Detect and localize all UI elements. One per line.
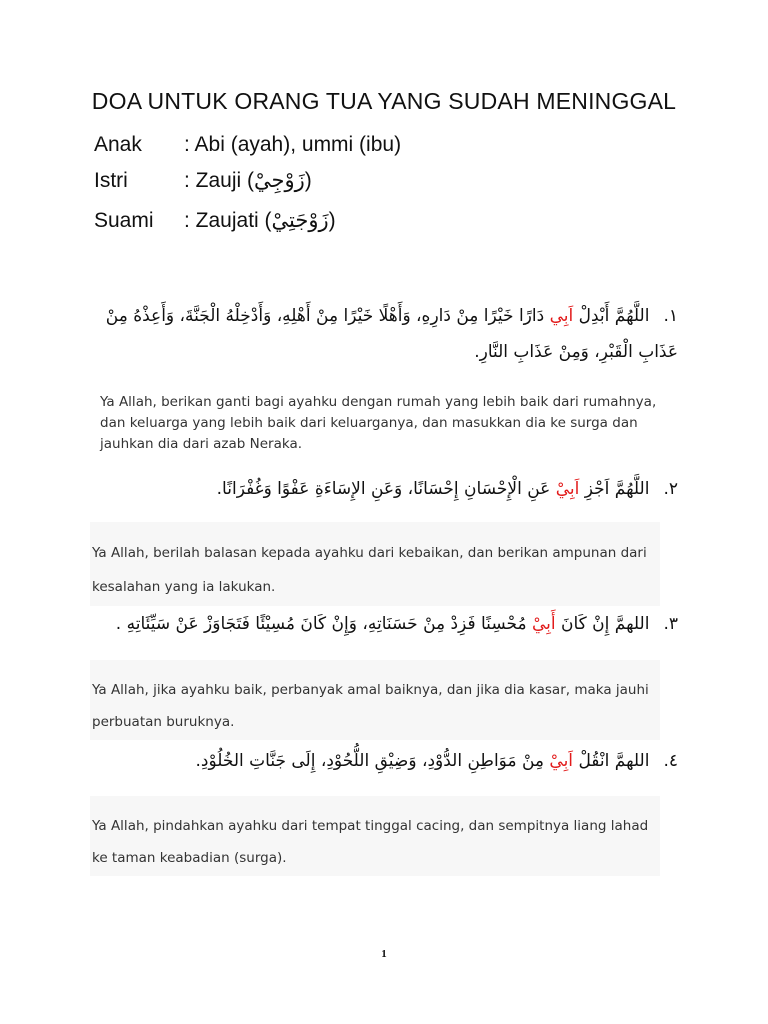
page-number: 1 [381,948,387,960]
info-label: Suami [94,209,154,232]
info-value: : Abi (ayah), ummi (ibu) [184,133,402,156]
prayer-number: ٢. [663,479,678,499]
info-row-istri [94,168,312,193]
arabic-text: دَارًا خَيْرًا مِنْ دَارِهِ، وَأَهْلًا خَيْرًا مِنْ أَهْلِهِ، وَأَدْخِلْهُ الْجَنَّةَ، وَأَعِذْهُ مِنْ عَذَابِ الْقَبْرِ، وَمِنْ عَذَابِ النَّارِ. [105,306,678,362]
arabic-text: مِنْ مَوَاطِنِ الدُّوْدِ، وَضِيْقِ اللُّحُوْدِ، إِلَى جَنَّاتِ الخُلُوْدِ. [195,751,544,771]
prayer-translation-4: Ya Allah, pindahkan ayahku dari tempat tinggal cacing, dan sempitnya liang lahad ke taman keabadian (surga). [90,796,660,876]
arabic-highlight-abi: أَبِيْ [531,614,556,634]
prayer-arabic-2 [92,471,678,507]
prayer-number: ٤. [663,751,678,771]
arabic-text: اللهمَّ إِنْ كَانَ [561,614,650,634]
arabic-text: اللهمَّ انْقُلْ [578,751,650,771]
info-value: : Zaujati (زَوْجَتِيْ) [184,209,336,232]
info-value: : Zauji (زَوْجِيْ) [184,169,312,192]
arabic-highlight-abi: اَبِيْ [549,751,574,771]
arabic-highlight-abi: اَبِيْ [555,479,580,499]
prayer-number: ٣. [663,614,678,634]
prayer-arabic-4 [92,743,678,779]
prayer-translation-2: Ya Allah, berilah balasan kepada ayahku dari kebaikan, dan berikan ampunan dari kesalahan yang ia lakukan. [90,522,660,606]
arabic-text: اللَّهُمَّ أَبْدِلْ [578,306,650,326]
arabic-text: اللَّهُمَّ اَجْزِ [584,479,650,499]
document-title: DOA UNTUK ORANG TUA YANG SUDAH MENINGGAL [91,88,677,114]
info-row-anak [94,133,401,157]
prayer-translation-1: Ya Allah, berikan ganti bagi ayahku dengan rumah yang lebih baik dari rumahnya, dan keluarga yang lebih baik dari keluarganya, dan masukkan dia ke surga dan jauhkan dia dari azab Neraka. [100,394,657,452]
prayer-arabic-1 [92,298,678,370]
arabic-text: عَنِ الْإِحْسَانِ إِحْسَانًا، وَعَنِ الإِسَاءَةِ عَفْوًا وَغُفْرَانًا. [216,479,551,499]
arabic-text: مُحْسِنًا فَزِدْ مِنْ حَسَنَاتِهِ، وَإِنْ كَانَ مُسِيْئًا فَتَجَاوَزْ عَنْ سَيِّئَاتِهِ . [115,614,527,634]
prayer-translation-3: Ya Allah, jika ayahku baik, perbanyak amal baiknya, dan jika dia kasar, maka jauhi perbuatan buruknya. [90,660,660,740]
info-label: Anak [94,133,142,156]
info-row-suami [94,208,336,233]
prayer-number: ١. [663,306,678,326]
info-label: Istri [94,169,128,192]
arabic-highlight-abi: اَبِي [549,306,574,326]
prayer-arabic-3 [92,606,678,642]
